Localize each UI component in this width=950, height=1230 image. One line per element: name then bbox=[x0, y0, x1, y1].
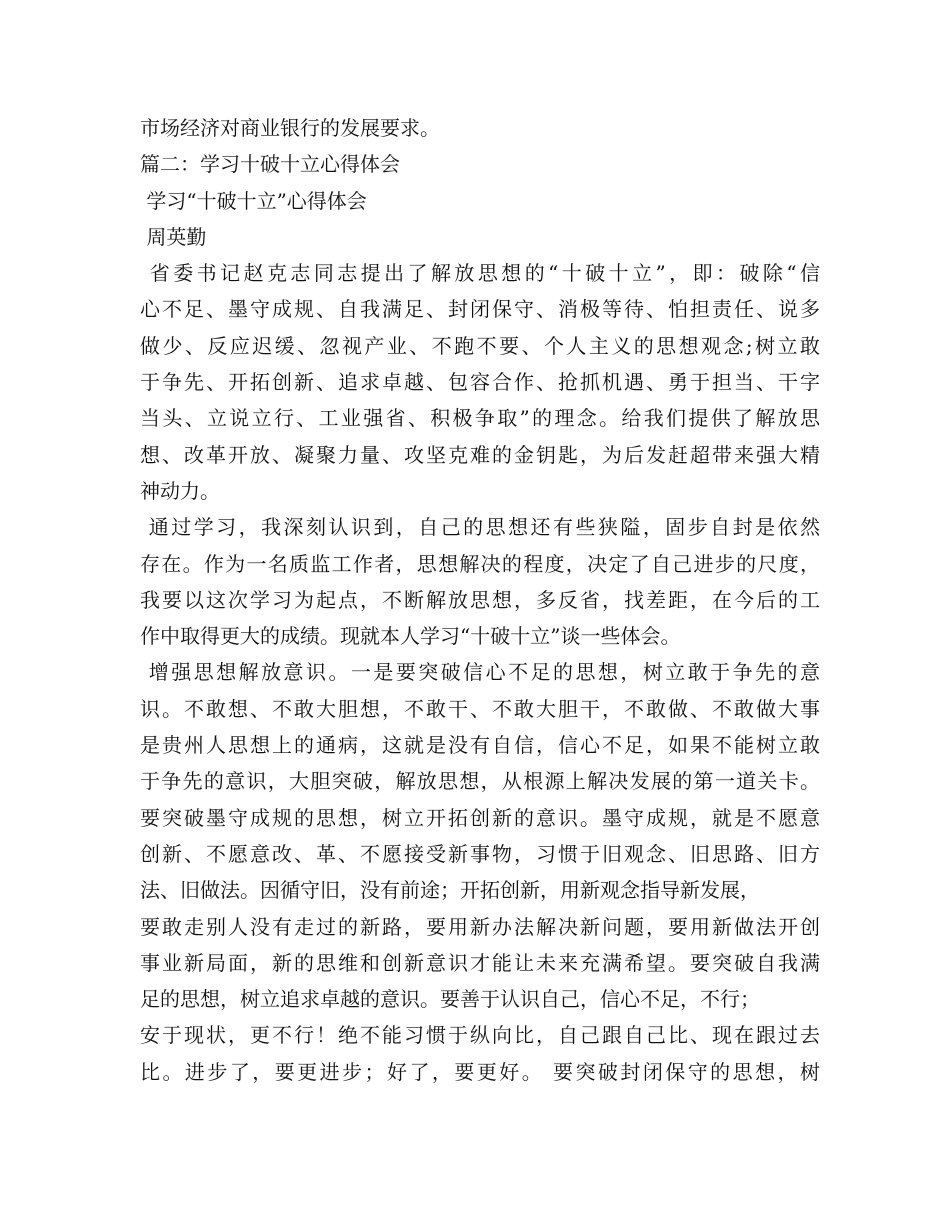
text-line: 比。进步了，要更进步；好了，要更好。 要突破封闭保守的思想，树 bbox=[140, 1059, 820, 1084]
text-line: 于争先的意识，大胆突破，解放思想，从根源上解决发展的第一道关卡。 bbox=[140, 769, 820, 794]
text-line: 作中取得更大的成绩。现就本人学习“十破十立”谈一些体会。 bbox=[140, 624, 681, 649]
text-line: 存在。作为一名质监工作者，思想解决的程度，决定了自己进步的尺度， bbox=[140, 551, 820, 576]
text-line: 安于现状，更不行！绝不能习惯于纵向比，自己跟自己比、现在跟过去 bbox=[140, 1023, 820, 1048]
text-line: 当头、立说立行、工业强省、积极争取”的理念。给我们提供了解放思 bbox=[140, 406, 820, 431]
text-line: 要突破墨守成规的思想，树立开拓创新的意识。墨守成规，就是不愿意 bbox=[140, 805, 820, 830]
text-line: 事业新局面，新的思维和创新意识才能让未来充满希望。要突破自我满 bbox=[140, 950, 820, 975]
text-line: 省委书记赵克志同志提出了解放思想的“十破十立”，即：破除“信 bbox=[140, 261, 820, 286]
text-line: 法、旧做法。因循守旧，没有前途；开拓创新，用新观念指导新发展， bbox=[140, 878, 760, 903]
text-line: 增强思想解放意识。一是要突破信心不足的思想，树立敢于争先的意 bbox=[140, 660, 820, 685]
text-line: 学习“十破十立”心得体会 bbox=[140, 188, 367, 213]
text-line: 识。不敢想、不敢大胆想，不敢干、不敢大胆干，不敢做、不敢做大事 bbox=[140, 696, 820, 721]
text-line: 想、改革开放、凝聚力量、攻坚克难的金钥匙，为后发赶超带来强大精 bbox=[140, 442, 820, 467]
text-line: 神动力。 bbox=[140, 478, 220, 503]
text-line: 于争先、开拓创新、追求卓越、包容合作、抢抓机遇、勇于担当、干字 bbox=[140, 370, 820, 395]
text-line: 我要以这次学习为起点，不断解放思想，多反省，找差距，在今后的工 bbox=[140, 587, 820, 612]
text-line: 周英勤 bbox=[140, 224, 207, 249]
text-line: 创新、不愿意改、革、不愿接受新事物，习惯于旧观念、旧思路、旧方 bbox=[140, 841, 820, 866]
text-line: 是贵州人思想上的通病，这就是没有自信，信心不足，如果不能树立敢 bbox=[140, 733, 820, 758]
text-line: 心不足、墨守成规、自我满足、封闭保守、消极等待、怕担责任、说多 bbox=[140, 297, 820, 322]
text-line: 篇二：学习十破十立心得体会 bbox=[140, 152, 400, 177]
text-line: 做少、反应迟缓、忽视产业、不跑不要、个人主义的思想观念;树立敢 bbox=[140, 333, 820, 358]
document-body bbox=[140, 110, 820, 1090]
text-line: 足的思想，树立追求卓越的意识。要善于认识自己，信心不足，不行； bbox=[140, 987, 760, 1012]
text-line: 市场经济对商业银行的发展要求。 bbox=[140, 116, 440, 140]
text-line: 要敢走别人没有走过的新路，要用新办法解决新问题，要用新做法开创 bbox=[140, 914, 820, 939]
text-line: 通过学习，我深刻认识到，自己的思想还有些狭隘，固步自封是依然 bbox=[140, 515, 820, 540]
